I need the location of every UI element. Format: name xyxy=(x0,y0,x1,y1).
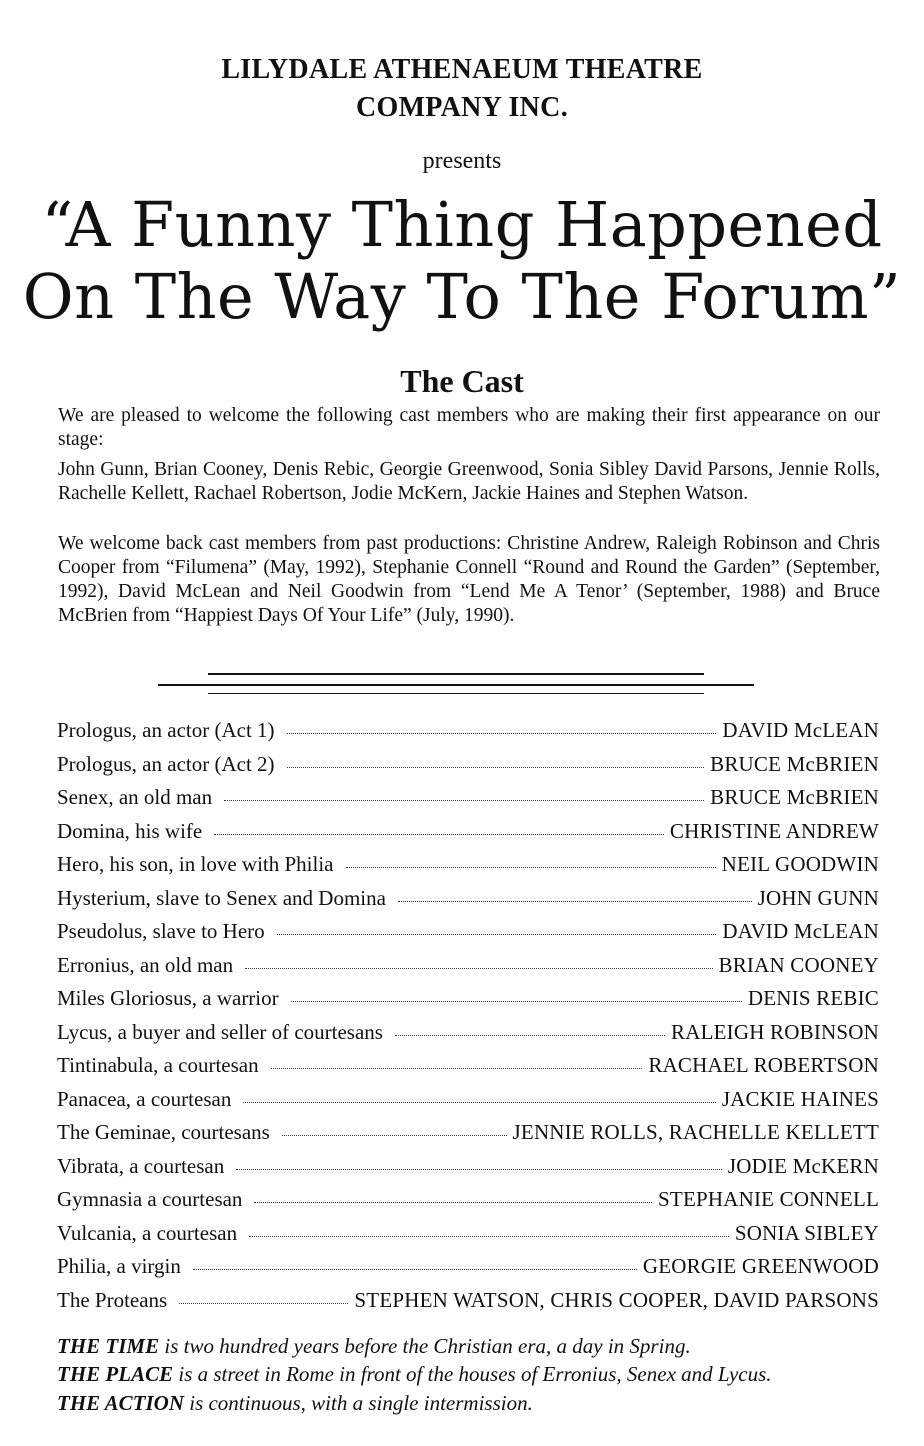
time-label: THE TIME xyxy=(57,1334,160,1358)
cast-role: Miles Gloriosus, a warrior xyxy=(57,986,279,1010)
cast-row xyxy=(57,1083,879,1117)
cast-actor: STEPHANIE CONNELL xyxy=(658,1187,879,1211)
cast-actor: BRIAN COONEY xyxy=(718,952,879,977)
dotted-leader xyxy=(395,1034,665,1036)
presents-text: presents xyxy=(422,148,502,174)
divider-rule-middle xyxy=(158,684,754,686)
new-members-intro: We are pleased to welcome the following cast members who are making their first appearance on our stage: xyxy=(58,405,880,450)
cast-actor: BRUCE McBRIEN xyxy=(710,785,879,809)
cast-role: Pseudolus, slave to Hero xyxy=(57,919,265,943)
cast-row xyxy=(57,1183,879,1217)
action-text: is continuous, with a single intermission. xyxy=(183,1391,533,1415)
dotted-leader xyxy=(179,1302,348,1304)
place-text: is a street in Rome in front of the houses of Erronius, Senex and Lycus. xyxy=(173,1362,772,1386)
place-label: THE PLACE xyxy=(57,1362,174,1386)
cast-actor: RACHAEL ROBERTSON xyxy=(648,1053,879,1077)
dotted-leader xyxy=(245,967,712,969)
new-members-list: John Gunn, Brian Cooney, Denis Rebic, Georgie Greenwood, Sonia Sibley David Parsons, Jennie Rolls, Rachelle Kellett, Rachael Robertson, Jodie McKern, Jackie Haines and Stephen Watson. xyxy=(58,459,880,504)
cast-role: Hero, his son, in love with Philia xyxy=(57,852,334,876)
cast-role: Domina, his wife xyxy=(57,818,203,843)
cast-actor: SONIA SIBLEY xyxy=(734,1220,879,1245)
cast-row xyxy=(57,1250,879,1284)
cast-role: Panacea, a courtesan xyxy=(57,1086,232,1111)
cast-row xyxy=(57,982,879,1016)
cast-role: Lycus, a buyer and seller of courtesans xyxy=(57,1019,383,1044)
cast-actor: DAVID McLEAN xyxy=(722,718,879,742)
dotted-leader xyxy=(236,1168,722,1170)
cast-row xyxy=(57,1284,879,1318)
cast-actor: DAVID McLEAN xyxy=(722,919,879,943)
cast-role: Hysterium, slave to Senex and Domina xyxy=(57,885,386,910)
dotted-leader xyxy=(291,1000,742,1002)
dotted-leader xyxy=(282,1134,507,1136)
cast-row xyxy=(57,781,879,815)
cast-role: The Proteans xyxy=(57,1287,168,1312)
action-label: THE ACTION xyxy=(57,1391,184,1415)
dotted-leader xyxy=(277,933,717,935)
dotted-leader xyxy=(243,1101,715,1103)
time-text: is two hundred years before the Christian era, a day in Spring. xyxy=(159,1334,691,1358)
dotted-leader xyxy=(287,766,705,768)
cast-actor: NEIL GOODWIN xyxy=(721,852,879,876)
cast-actor: RALEIGH ROBINSON xyxy=(671,1019,879,1044)
dotted-leader xyxy=(271,1067,643,1069)
returning-members-text: We welcome back cast members from past productions: Christine Andrew, Raleigh Robinson and Chris Cooper from “Filumena” (May, 1992), Stephanie Connell “Round and Round the Garden” (September, 1992), David McLean and Neil Goodwin from “Lend Me A Tenor’ (September, 1988) and Bruce McBrien from “Happiest Days Of Your Life” (July, 1990). xyxy=(58,533,880,626)
cast-actor: GEORGIE GREENWOOD xyxy=(642,1254,879,1278)
cast-role: Prologus, an actor (Act 2) xyxy=(57,751,275,776)
cast-actor: JACKIE HAINES xyxy=(721,1086,879,1111)
cast-row xyxy=(57,714,879,748)
dotted-leader xyxy=(287,732,717,734)
cast-role: Tintinabula, a courtesan xyxy=(57,1053,259,1077)
play-title-line-1: “A Funny Thing Happened xyxy=(41,188,883,261)
cast-list xyxy=(57,714,879,1317)
place-statement xyxy=(57,1360,897,1388)
cast-row xyxy=(57,848,879,882)
cast-role: The Geminae, courtesans xyxy=(57,1120,270,1144)
dotted-leader xyxy=(224,799,704,801)
cast-row xyxy=(57,748,879,782)
play-title-line-2: On The Way To The Forum” xyxy=(22,260,902,333)
cast-heading: The Cast xyxy=(400,363,524,399)
cast-row xyxy=(57,949,879,983)
cast-actor: BRUCE McBRIEN xyxy=(710,751,879,776)
company-name-line-1: LILYDALE ATHENAEUM THEATRE xyxy=(221,54,703,85)
cast-row xyxy=(57,882,879,916)
cast-actor: JODIE McKERN xyxy=(727,1153,879,1178)
cast-row xyxy=(57,815,879,849)
cast-row xyxy=(57,1116,879,1150)
cast-actor: JENNIE ROLLS, RACHELLE KELLETT xyxy=(512,1120,879,1144)
dotted-leader xyxy=(398,900,752,902)
dotted-leader xyxy=(254,1201,652,1203)
cast-actor: JOHN GUNN xyxy=(757,885,879,910)
cast-row xyxy=(57,1049,879,1083)
divider-rule-bottom xyxy=(208,693,704,694)
divider-rule-top xyxy=(208,673,704,675)
cast-role: Vulcania, a courtesan xyxy=(57,1220,238,1245)
cast-role: Philia, a virgin xyxy=(57,1254,181,1278)
dotted-leader xyxy=(214,833,664,835)
cast-row xyxy=(57,1217,879,1251)
cast-role: Senex, an old man xyxy=(57,785,213,809)
cast-actor: STEPHEN WATSON, CHRIS COOPER, DAVID PARSONS xyxy=(354,1287,879,1312)
company-name-line-2: COMPANY INC. xyxy=(355,92,568,123)
time-statement xyxy=(57,1332,897,1360)
cast-row xyxy=(57,1150,879,1184)
cast-actor: DENIS REBIC xyxy=(747,986,879,1010)
cast-role: Gymnasia a courtesan xyxy=(57,1187,243,1211)
cast-row xyxy=(57,1016,879,1050)
cast-role: Erronius, an old man xyxy=(57,952,234,977)
dotted-leader xyxy=(249,1235,729,1237)
action-statement xyxy=(57,1389,897,1417)
cast-row xyxy=(57,915,879,949)
dotted-leader xyxy=(193,1268,637,1270)
cast-role: Vibrata, a courtesan xyxy=(57,1153,225,1178)
cast-actor: CHRISTINE ANDREW xyxy=(669,818,879,843)
cast-role: Prologus, an actor (Act 1) xyxy=(57,718,275,742)
dotted-leader xyxy=(346,866,716,868)
